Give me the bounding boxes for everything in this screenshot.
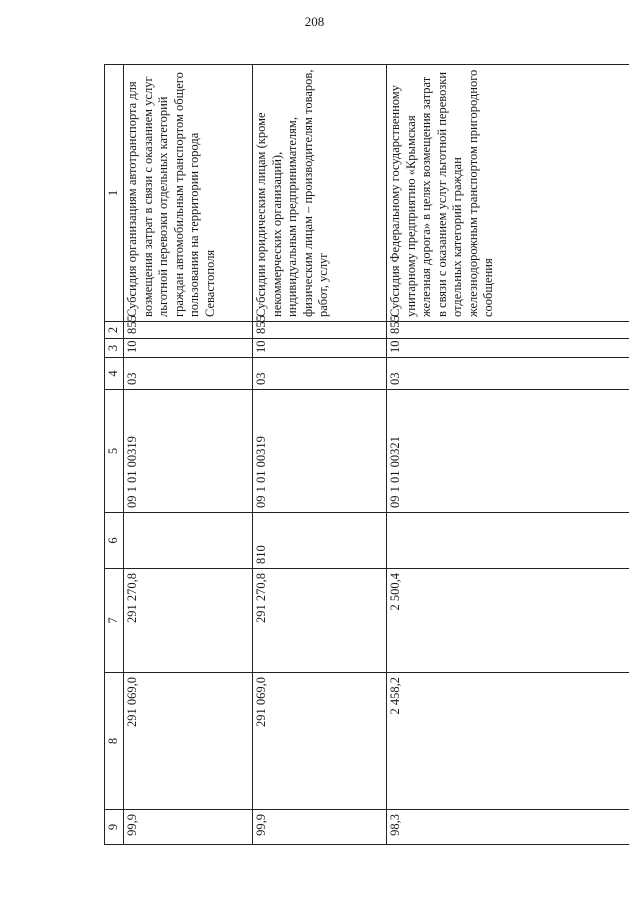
cell-fact: 291 069,0 xyxy=(253,673,387,810)
cell-rz: 10 xyxy=(387,339,629,358)
cell-name: Субсидия Федеральному государственному унитарному предприятию «Крымская железная дорога» в целях возмещения затрат в связи с оказанием услуг льготной перевозки отдельных категорий граждан железнодорожным транспортом пригородного сообщения xyxy=(387,65,629,322)
cell-csr: 09 1 01 00321 xyxy=(387,390,629,513)
cell-grbs: 855 xyxy=(253,322,387,339)
cell-rz: 10 xyxy=(124,339,253,358)
header-col-1: 1 xyxy=(105,65,124,322)
cell-name: Субсидия организациям автотранспорта для возмещения затрат в связи с оказанием услуг льготной перевозки отдельных категорий граждан автомобильным транспортом общего пользования на территории города Севастополя xyxy=(124,65,253,322)
table-wrapper xyxy=(104,65,629,845)
cell-fact: 2 458,2 xyxy=(387,673,629,810)
cell-pr: 03 xyxy=(387,358,629,390)
header-row xyxy=(105,65,124,845)
cell-rz: 10 xyxy=(253,339,387,358)
page-number: 208 xyxy=(304,14,325,29)
cell-pr: 03 xyxy=(124,358,253,390)
cell-csr: 09 1 01 00319 xyxy=(124,390,253,513)
cell-percent: 98,3 xyxy=(387,810,629,845)
cell-percent: 99,9 xyxy=(124,810,253,845)
header-col-2: 2 xyxy=(105,322,124,339)
table-row xyxy=(253,65,387,845)
budget-table xyxy=(104,64,629,845)
rotated-table-area xyxy=(104,65,629,845)
header-col-9: 9 xyxy=(105,810,124,845)
header-col-7: 7 xyxy=(105,569,124,673)
header-col-4: 4 xyxy=(105,358,124,390)
cell-vr xyxy=(387,513,629,569)
cell-fact: 291 069,0 xyxy=(124,673,253,810)
cell-plan: 291 270,8 xyxy=(253,569,387,673)
header-col-3: 3 xyxy=(105,339,124,358)
table-row xyxy=(124,65,253,845)
table-row xyxy=(387,65,629,845)
cell-plan: 291 270,8 xyxy=(124,569,253,673)
cell-csr: 09 1 01 00319 xyxy=(253,390,387,513)
cell-name: Субсидии юридическим лицам (кроме некоммерческих организаций), индивидуальным предпринимателям, физическим лицам – производителям товаров, работ, услуг xyxy=(253,65,387,322)
cell-percent: 99,9 xyxy=(253,810,387,845)
cell-vr xyxy=(124,513,253,569)
cell-grbs: 855 xyxy=(387,322,629,339)
header-col-5: 5 xyxy=(105,390,124,513)
cell-plan: 2 500,4 xyxy=(387,569,629,673)
header-col-8: 8 xyxy=(105,673,124,810)
header-col-6: 6 xyxy=(105,513,124,569)
cell-pr: 03 xyxy=(253,358,387,390)
cell-grbs: 855 xyxy=(124,322,253,339)
cell-vr: 810 xyxy=(253,513,387,569)
